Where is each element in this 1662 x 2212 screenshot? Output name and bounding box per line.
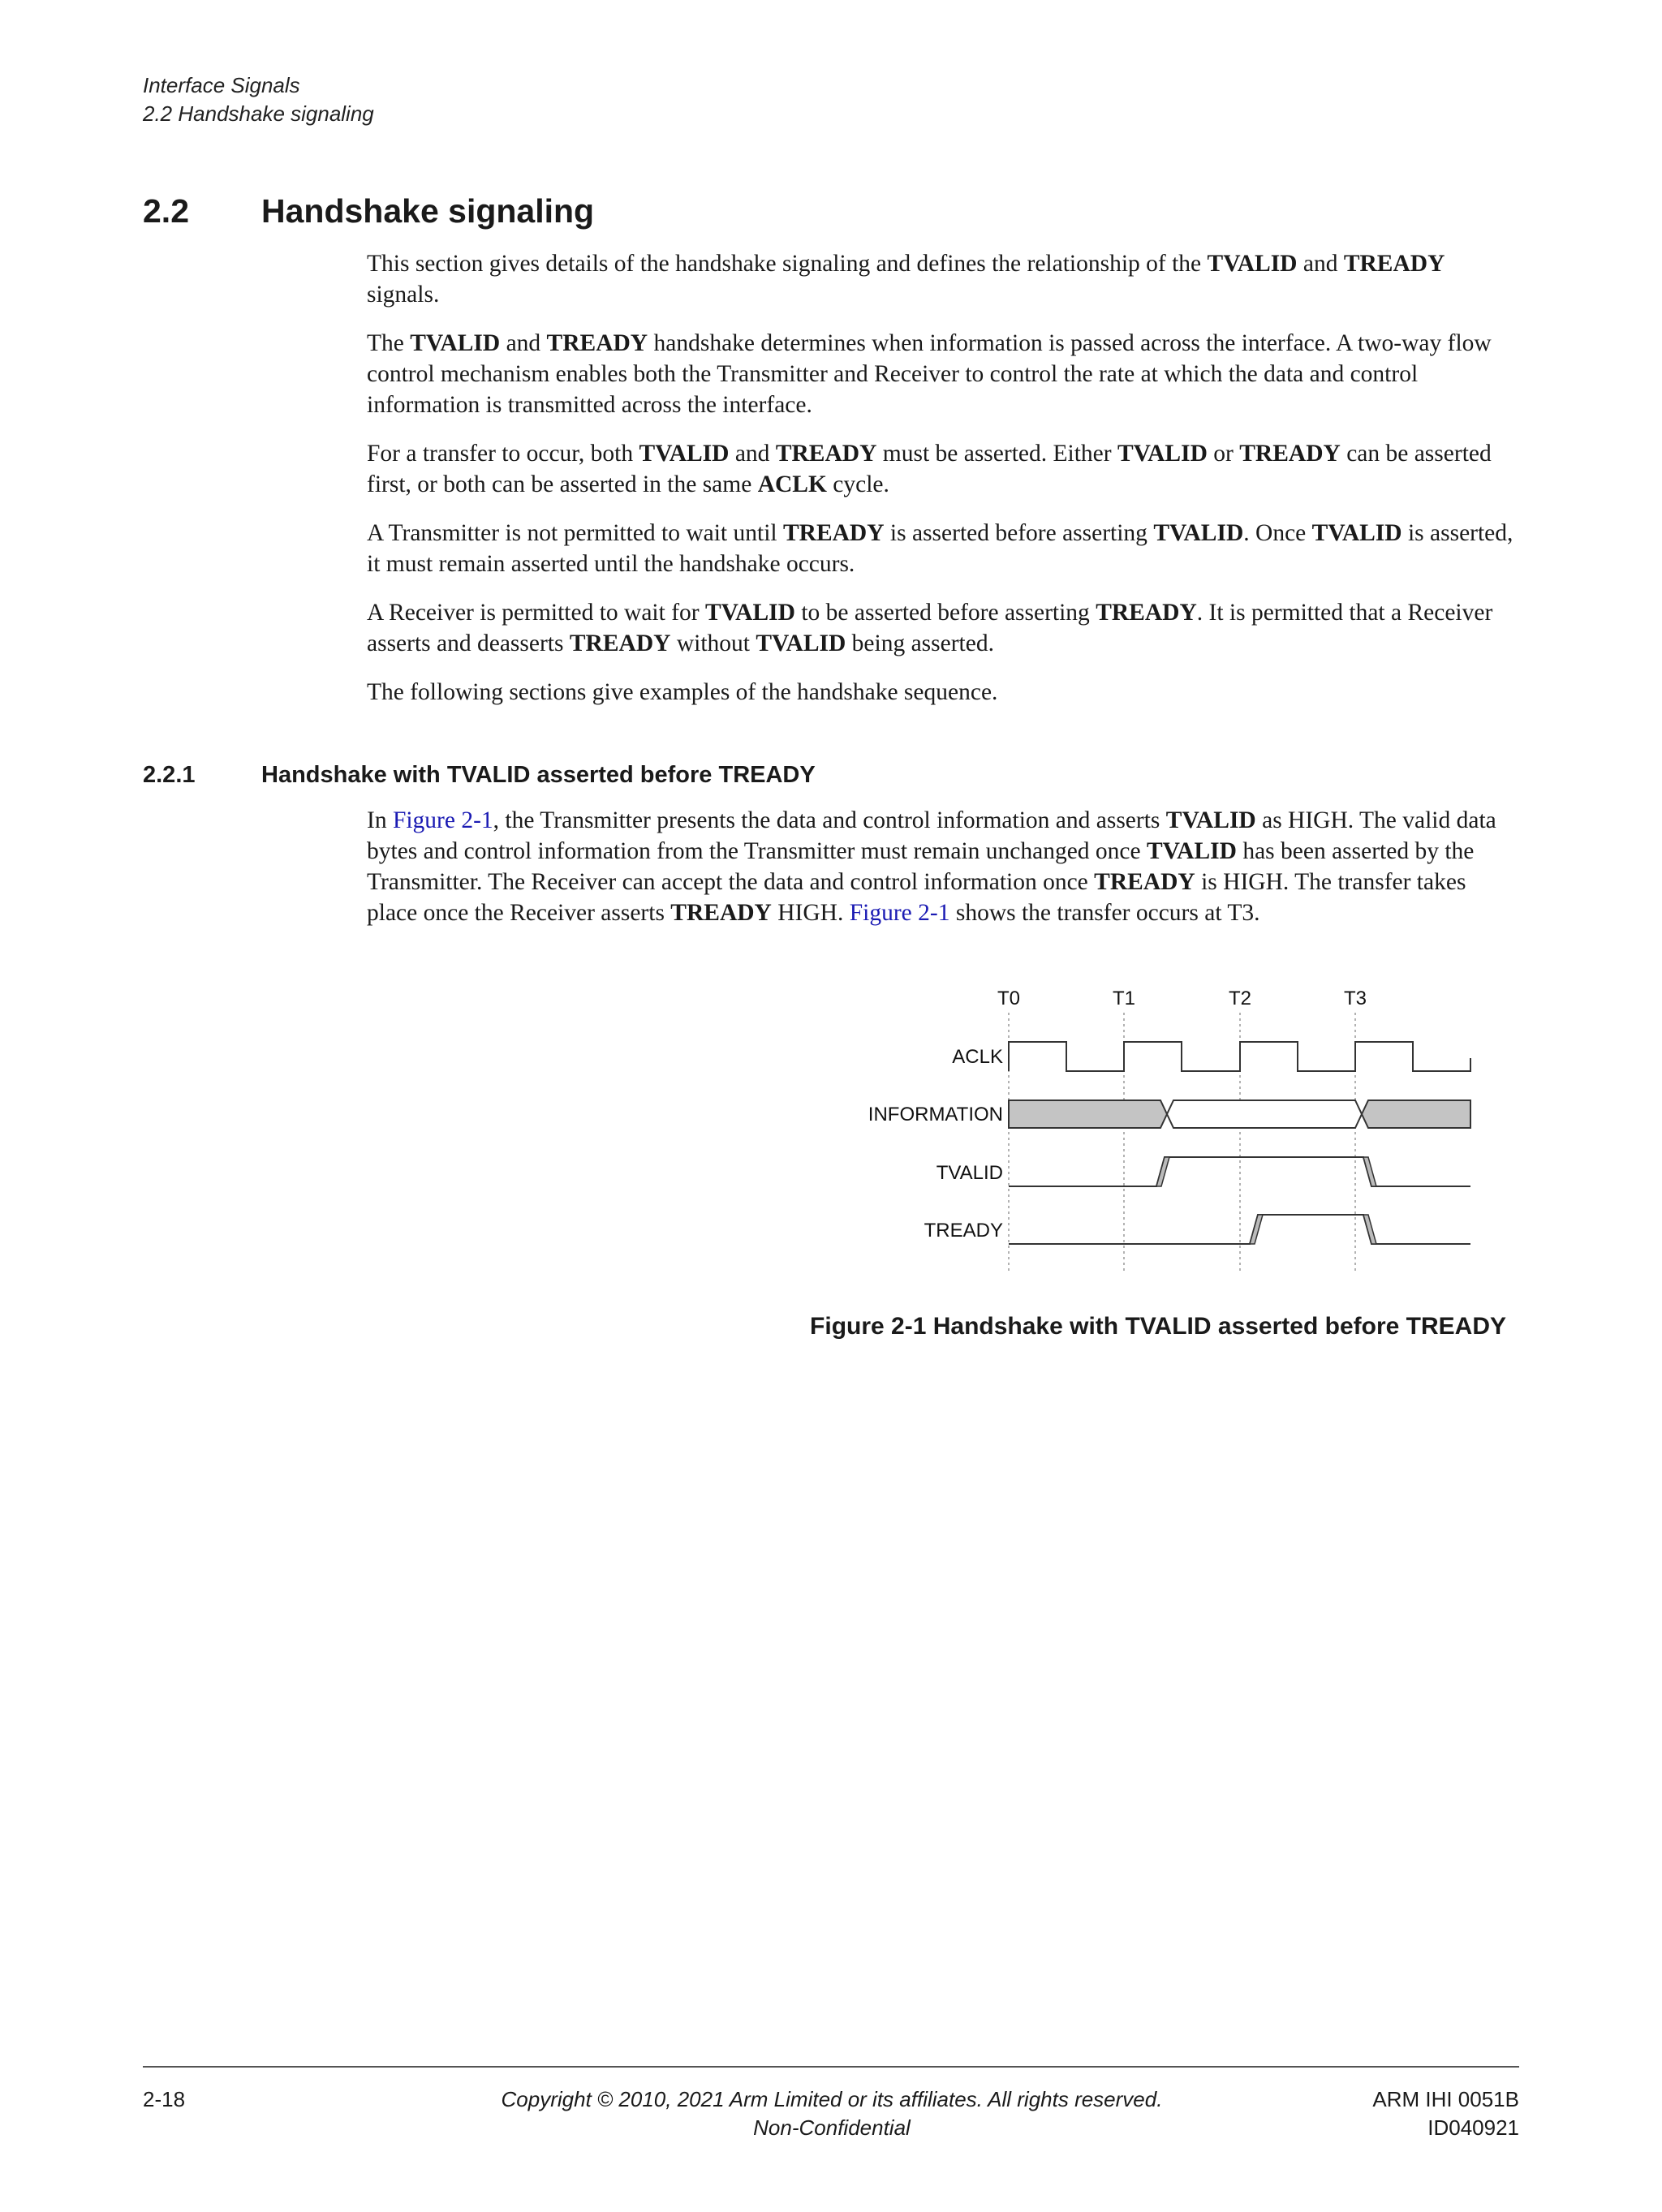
footer-doc-id: ARM IHI 0051B xyxy=(1372,2087,1519,2111)
subsection-number: 2.2.1 xyxy=(143,762,196,788)
footer-doc-info xyxy=(1372,2085,1519,2142)
footer-page-number: 2-18 xyxy=(143,2087,186,2111)
signal-label-tvalid: TVALID xyxy=(936,1162,1003,1184)
running-header xyxy=(143,71,374,128)
paragraph-5: A Receiver is permitted to wait for TVALID to be asserted before asserting TREADY. It is permitted that a Receiver asserts and deasserts TREADY without TVALID being asserted. xyxy=(367,600,1493,656)
signal-label-aclk: ACLK xyxy=(952,1046,1003,1068)
signal-label-information: INFORMATION xyxy=(868,1104,1003,1125)
timing-diagram xyxy=(844,974,1526,1282)
footer-issue: ID040921 xyxy=(1427,2115,1519,2140)
time-label-t1: T1 xyxy=(1112,988,1136,1009)
subsection-heading xyxy=(143,760,816,790)
running-header-chapter: Interface Signals xyxy=(143,73,300,97)
information-invalid-segment-2 xyxy=(1362,1100,1470,1128)
subsection-title: Handshake with TVALID asserted before TREADY xyxy=(261,762,816,788)
footer-copyright xyxy=(454,2085,1209,2142)
information-invalid-segment-1 xyxy=(1009,1100,1167,1128)
section-title: Handshake signaling xyxy=(261,192,595,230)
section-heading xyxy=(143,188,594,234)
information-valid-segment xyxy=(1167,1100,1362,1128)
time-label-t0: T0 xyxy=(997,988,1021,1009)
footer-confidentiality: Non-Confidential xyxy=(753,2115,911,2140)
footer-divider xyxy=(143,2066,1519,2068)
figure-2-1-link[interactable]: Figure 2-1 xyxy=(849,900,950,926)
paragraph-3: For a transfer to occur, both TVALID and TREADY must be asserted. Either TVALID or TREADY can be asserted first, or both can be asserted in the same ACLK cycle. xyxy=(367,441,1492,497)
figure-2-1-link[interactable]: Figure 2-1 xyxy=(392,807,493,833)
subsection-paragraph: In Figure 2-1, the Transmitter presents the data and control information and asserts TVALID as HIGH. The valid data bytes and control information from the Transmitter must remain unchanged once TVALID has been asserted by the Transmitter. The Receiver can accept the data and control information once TREADY is HIGH. The transfer takes place once the Receiver asserts TREADY HIGH. Figure 2-1 shows the transfer occurs at T3. xyxy=(367,807,1496,926)
figure-caption: Figure 2-1 Handshake with TVALID asserted before TREADY xyxy=(810,1313,1506,1340)
subsection-body xyxy=(367,805,1519,946)
paragraph-6: The following sections give examples of the handshake sequence. xyxy=(367,679,998,705)
paragraph-1: This section gives details of the handshake signaling and defines the relationship of the TVALID and TREADY signals. xyxy=(367,251,1445,308)
footer-copyright-line: Copyright © 2010, 2021 Arm Limited or its affiliates. All rights reserved. xyxy=(501,2087,1163,2111)
section-number: 2.2 xyxy=(143,192,189,230)
paragraph-2: The TVALID and TREADY handshake determines when information is passed across the interface. A two-way flow control mechanism enables both the Transmitter and Receiver to control the rate at which the data and control information is transmitted across the interface. xyxy=(367,330,1492,418)
time-label-t2: T2 xyxy=(1228,988,1252,1009)
aclk-waveform xyxy=(1009,1042,1470,1071)
section-body xyxy=(367,248,1519,725)
paragraph-4: A Transmitter is not permitted to wait until TREADY is asserted before asserting TVALID. Once TVALID is asserted, it must remain asserted until the handshake occurs. xyxy=(367,520,1513,577)
signal-label-tready: TREADY xyxy=(924,1220,1003,1242)
running-header-section: 2.2 Handshake signaling xyxy=(143,101,374,126)
time-label-t3: T3 xyxy=(1343,988,1367,1009)
